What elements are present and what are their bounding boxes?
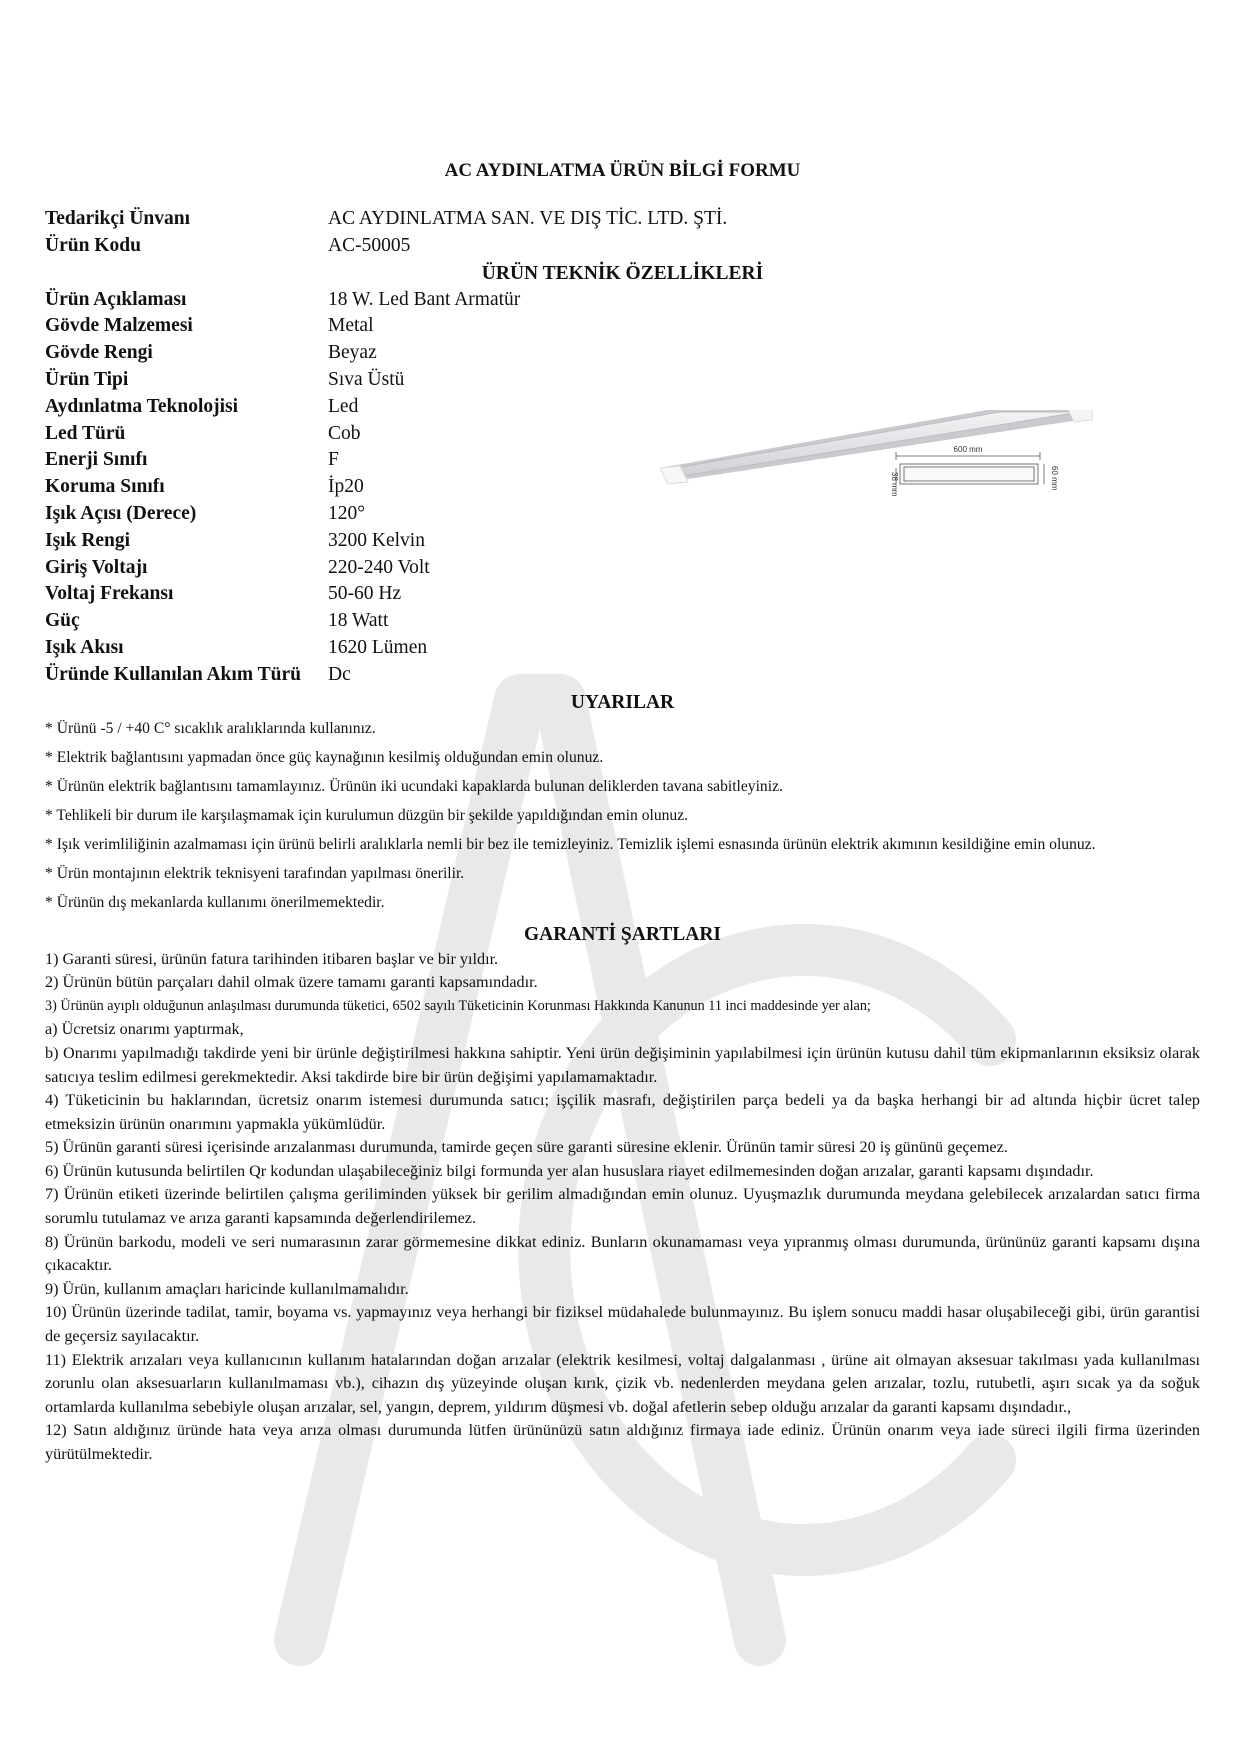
warning-item: * Işık verimliliğinin azalmaması için ürünü belirli aralıklarla nemli bir bez ile temizleyiniz. Temizlik işlemi esnasında ürünün elektrik akımının kesildiğine emin olunuz. <box>45 835 1096 853</box>
spec-value: 3200 Kelvin <box>328 529 425 551</box>
specs-title: ÜRÜN TEKNİK ÖZELLİKLERİ <box>481 262 764 284</box>
supplier-value: AC AYDINLATMA SAN. VE DIŞ TİC. LTD. ŞTİ. <box>328 208 728 229</box>
supplier-label: Tedarikçi Ünvanı <box>45 208 191 229</box>
warranty-title: GARANTİ ŞARTLARI <box>523 923 722 945</box>
spec-label: Enerji Sınıfı <box>45 449 148 471</box>
warning-item: * Elektrik bağlantısını yapmadan önce güç kaynağının kesilmiş olduğundan emin olunuz. <box>45 748 604 766</box>
spec-label: Işık Açısı (Derece) <box>45 502 197 524</box>
warranty-term: 1) Garanti süresi, ürünün fatura tarihinden itibaren başlar ve bir yıldır. <box>45 949 499 968</box>
spec-value: 18 W. Led Bant Armatür <box>328 288 521 310</box>
spec-label: Voltaj Frekansı <box>45 583 174 605</box>
spec-label: Işık Rengi <box>45 529 131 551</box>
spec-label: Koruma Sınıfı <box>45 476 165 498</box>
spec-value: F <box>328 449 339 471</box>
warranty-term: a) Ücretsiz onarımı yaptırmak, <box>45 1020 244 1039</box>
warranty-term: 9) Ürün, kullanım amaçları haricinde kullanılmamalıdır. <box>45 1279 409 1298</box>
spec-row <box>45 367 1200 394</box>
spec-value: 50-60 Hz <box>328 583 402 605</box>
spec-row <box>45 287 1200 314</box>
product-code-value: AC-50005 <box>328 234 411 256</box>
spec-value: 1620 Lümen <box>328 636 428 658</box>
warranty-term: 5) Ürünün garanti süresi içerisinde arızalanması durumunda, tamirde geçen süre garanti süresine eklenir. Ürünün tamir süresi 20 iş gününü geçemez. <box>45 1138 1008 1157</box>
warning-item: * Ürünü -5 / +40 C° sıcaklık aralıklarında kullanınız. <box>45 719 376 737</box>
spec-value: 18 Watt <box>328 610 389 632</box>
warranty-term: b) Onarımı yapılmadığı takdirde yeni bir ürünle değiştirilmesi hakkına sahiptir. Yeni ürün değişiminin yapılabilmesi için ürünün kutusu dahil tüm ekipmanlarının eksiksiz olarak satıcıya teslim edilmesi gerekmektedir. Aksi takdirde bire bir ürün değişimi yapılamamaktadır. <box>45 1043 1200 1086</box>
spec-label: Giriş Voltajı <box>45 556 148 578</box>
warranty-term: 8) Ürünün barkodu, modeli ve seri numarasının zarar görmemesine dikkat ediniz. Bunların okunamaması veya yıpranmış olması durumunda, ürününüz garanti kapsamı dışına çıkacaktır. <box>45 1232 1200 1275</box>
warranty-term: 4) Tüketicinin bu haklarından, ücretsiz onarım istemesi durumunda satıcı; işçilik masrafı, değiştirilen parça bedeli ya da başka herhangi bir ad altında hiçbir ücret talep etmeksizin ürünün onarımını yapmakla yükümlüdür. <box>45 1091 1200 1133</box>
warranty-term: 7) Ürünün etiketi üzerinde belirtilen çalışma geriliminden yüksek bir gerilim almadığından emin olunuz. Uyuşmazlık durumunda meydana gelebilecek arızalardan satıcı firma sorumlu tutulamaz ve arıza garanti kapsamında değerlendirilemez. <box>45 1185 1200 1228</box>
dimension-width-label: 60 mm <box>1050 466 1059 491</box>
warnings-title: UYARILAR <box>570 691 675 713</box>
spec-label: Ürün Tipi <box>45 368 129 390</box>
warning-item: * Ürünün elektrik bağlantısını tamamlayınız. Ürünün iki ucundaki kapaklarda bulunan deliklerden tavana sabitleyiniz. <box>45 777 783 795</box>
spec-value: Sıva Üstü <box>328 368 405 390</box>
dimension-length-label: 600 mm <box>953 445 983 454</box>
spec-label: Led Türü <box>45 422 126 444</box>
dimension-height-label: 38 mm <box>890 472 899 497</box>
warranty-terms-list <box>45 948 1200 1467</box>
spec-label: Işık Akısı <box>45 636 124 658</box>
supplier-row <box>45 206 1200 233</box>
warranty-term: 3) Ürünün ayıplı olduğunun anlaşılması durumunda tüketici, 6502 sayılı Tüketicinin Korunması Hakkında Kanunun 11 inci maddesinde yer alan; <box>45 997 871 1014</box>
spec-row <box>45 581 1200 608</box>
spec-row <box>45 635 1200 662</box>
spec-row <box>45 340 1200 367</box>
product-image <box>660 410 1205 570</box>
spec-value: 120° <box>328 502 366 524</box>
warranty-term: 2) Ürünün bütün parçaları dahil olmak üzere tamamı garanti kapsamındadır. <box>45 973 538 992</box>
warranty-term: 11) Elektrik arızaları veya kullanıcının kullanım hatalarından doğan arızalar (elektrik kesilmesi, voltaj dalgalanması , ürüne ait olmayan aksesuar takılması yada kullanılması zorunlu olan aksesuarların kullanılmaması vb.), cihazın dış yüzeyinde oluşan kırık, çizik vb. nedenlerden meydana gelen arızalar, tozlu, rutubetli, aşırı sıcak ya da soğuk ortamlarda kullanılma sebebiyle oluşan arızalar, sel, yangın, deprem, yıldırım düşmesi vb. doğal afetlerin sebep olduğu arızalar da garanti kapsamı dışındadır., <box>45 1350 1200 1416</box>
warranty-term: 6) Ürünün kutusunda belirtilen Qr kodundan ulaşabileceğiniz bilgi formunda yer alan hususlara riayet edilmemesinden doğan arızalar, garanti kapsamı dışındadır. <box>45 1161 1094 1180</box>
warnings-list <box>45 718 1200 914</box>
warning-item: * Tehlikeli bir durum ile karşılaşmamak için kurulumun düzgün bir şekilde yapıldığından emin olunuz. <box>45 806 689 824</box>
product-info-form <box>45 160 1200 1467</box>
spec-value: Cob <box>328 422 361 444</box>
spec-label: Üründe Kullanılan Akım Türü <box>45 663 301 685</box>
product-code-row <box>45 233 1200 260</box>
warning-item: * Ürün montajının elektrik teknisyeni tarafından yapılması önerilir. <box>45 864 465 882</box>
spec-label: Güç <box>45 610 80 632</box>
product-code-label: Ürün Kodu <box>45 234 141 256</box>
form-title: AC AYDINLATMA ÜRÜN BİLGİ FORMU <box>444 160 801 181</box>
spec-value: 220-240 Volt <box>328 556 430 578</box>
spec-label: Aydınlatma Teknolojisi <box>45 395 239 417</box>
warning-item: * Ürünün dış mekanlarda kullanımı önerilmemektedir. <box>45 893 385 911</box>
spec-value: Metal <box>328 315 374 337</box>
spec-label: Gövde Malzemesi <box>45 315 193 337</box>
spec-value: Dc <box>328 663 351 685</box>
spec-row <box>45 313 1200 340</box>
spec-value: İp20 <box>328 476 364 498</box>
warranty-term: 10) Ürünün üzerinde tadilat, tamir, boyama vs. yapmayınız veya herhangi bir fiziksel müdahalede bulunmayınız. Bu işlem sonucu maddi hasar oluşabileceği gibi, ürün garantisi de geçersiz sayılacaktır. <box>45 1303 1200 1346</box>
spec-row <box>45 608 1200 635</box>
spec-value: Led <box>328 395 359 417</box>
dimension-drawing <box>896 452 1044 484</box>
warranty-term: 12) Satın aldığınız üründe hata veya arıza olması durumunda lütfen ürününüzü satın aldığınız firmaya iade ediniz. Ürünün onarım veya iade süreci ilgili firma üzerinden yürütülmektedir. <box>45 1421 1200 1464</box>
spec-value: Beyaz <box>328 342 377 364</box>
spec-row <box>45 662 1200 689</box>
spec-label: Gövde Rengi <box>45 342 153 364</box>
spec-label: Ürün Açıklaması <box>45 288 187 310</box>
